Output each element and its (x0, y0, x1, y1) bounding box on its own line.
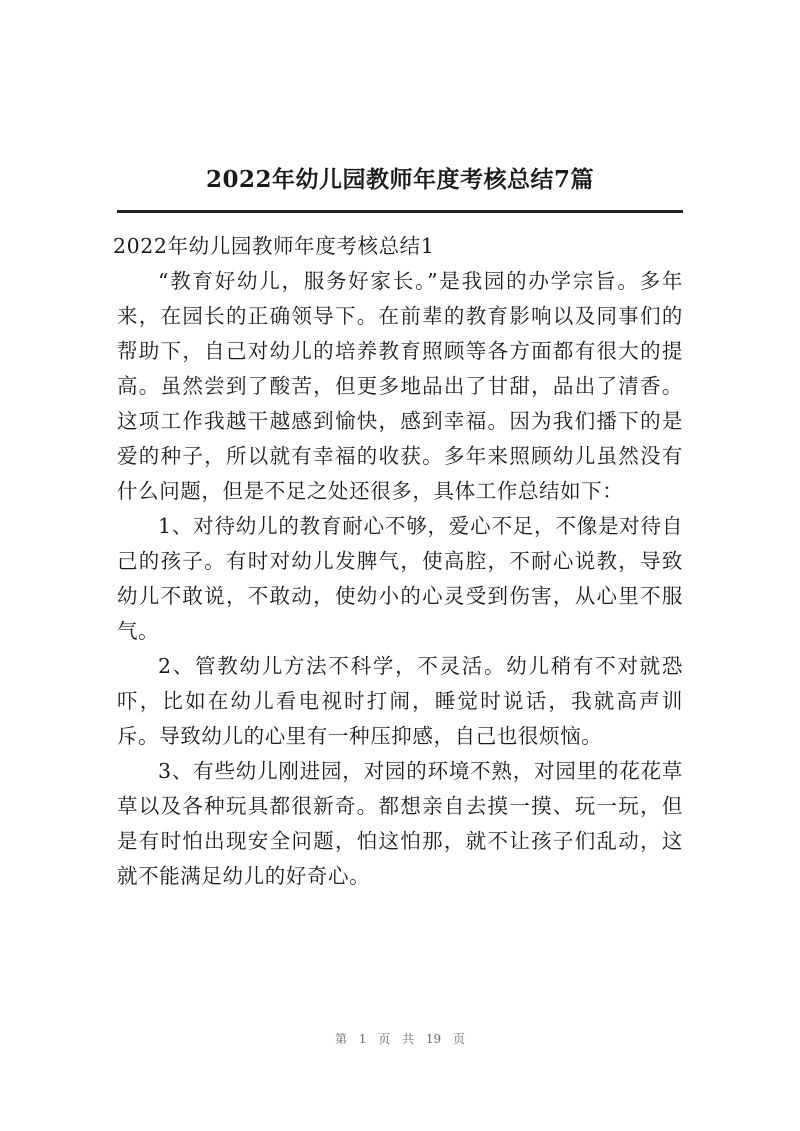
document-title: 2022年幼儿园教师年度考核总结7篇 (205, 166, 595, 193)
paragraph-item-3: 3、有些幼儿刚进园，对园的环境不熟，对园里的花花草草以及各种玩具都很新奇。都想亲自去摸一摸、玩一玩，但是有时怕出现安全问题，怕这怕那，就不让孩子们乱动，这就不能满足幼儿的好奇心。 (117, 759, 683, 888)
section-heading: 2022年幼儿园教师年度考核总结1 (113, 234, 435, 258)
paragraph-item-1: 1、对待幼儿的教育耐心不够，爱心不足，不像是对待自己的孩子。有时对幼儿发脾气，使高腔，不耐心说教，导致幼儿不敢说，不敢动，使幼小的心灵受到伤害，从心里不服气。 (117, 514, 683, 643)
paragraph-item-2: 2、管教幼儿方法不科学，不灵活。幼儿稍有不对就恐吓，比如在幼儿看电视时打闹，睡觉时说话，我就高声训斥。导致幼儿的心里有一种压抑感，自己也很烦恼。 (117, 654, 683, 748)
page-number-footer: 第 1 页 共 19 页 (335, 1032, 465, 1046)
paragraph-intro: “教育好幼儿，服务好家长。”是我园的办学宗旨。多年来，在园长的正确领导下。在前辈的教育影响以及同事们的帮助下，自己对幼儿的培养教育照顾等各方面都有很大的提高。虽然尝到了酸苦，但更多地品出了甘甜，品出了清香。这项工作我越干越感到愉快，感到幸福。因为我们播下的是爱的种子，所以就有幸福的收获。多年来照顾幼儿虽然没有什么问题，但是不足之处还很多，具体工作总结如下： (117, 269, 683, 503)
title-divider (117, 210, 683, 213)
document-body (113, 229, 683, 894)
